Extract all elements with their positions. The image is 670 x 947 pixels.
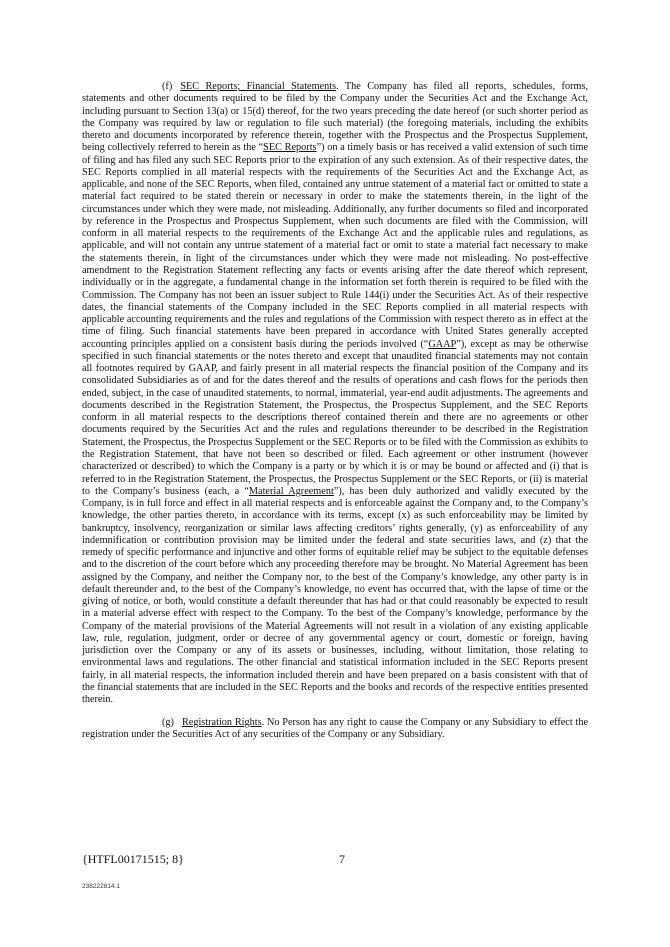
section-g-label: (g) — [162, 716, 174, 728]
document-body — [82, 81, 588, 741]
defined-term-gaap: GAAP — [428, 338, 457, 350]
section-g-heading: Registration Rights — [181, 716, 262, 728]
section-f-label: (f) — [162, 81, 173, 92]
defined-term-sec-reports: SEC Reports — [263, 142, 317, 154]
page-number: 7 — [339, 852, 345, 866]
section-f-text-3: ”), except as may be otherwise specified in such financial statements or the notes thereto and except that unaudited financial statements may not contain all footnotes required by GAAP, and fairly present in all material respects the financial position of the Company and its consolidated Subsidiaries as of and for the dates thereof and the results of operations and cash flows for the periods then ended, subject, in the case of unaudited statements, to normal, immaterial, year-end audit adjustments. The agreements and documents described in the Registration Statement, the Prospectus, the Prospectus Supplement, and the SEC Reports conform in all material respects to the descriptions thereof contained therein and there are no agreements or other documents required by the Securities Act and the rules and regulations thereunder to be described in the Registration Statement, the Prospectus, the Prospectus Supplement or the SEC Reports or to be filed with the Commission as exhibits to the Registration Statement, that have not been so described or filed. Each agreement or other instrument (however characterized or described) to which the Company is a party or by which it is or may be bound or affected and (i) that is referred to in the Registration Statement, the Prospectus, the Prospectus Supplement or the SEC Reports, or (ii) is material to the Company’s business (each, a “ — [82, 338, 588, 497]
footer-document-reference: {HTFL00171515; 8} — [82, 852, 184, 866]
section-g-text: . No Person has any right to cause the Company or any Subsidiary to effect the registration under the Securities Act of any securities of the Company or any Subsidiary. — [82, 716, 589, 740]
section-f-paragraph — [82, 81, 588, 707]
defined-term-material-agreement: Material Agreement — [248, 485, 334, 497]
section-f-text-1: . The Company has filed all reports, schedules, forms, statements and other documents required to be filed by the Company under the Securities Act and the Exchange Act, including pursuant to Section 13(a) or 15(d) thereof, for the two years preceding the date hereof (or such shorter period as the Company was required by law or regulation to file such material) (the foregoing materials, including the exhibits thereto and documents incorporated by reference therein, together with the Prospectus and the Prospectus Supplement, being collectively referred to herein as the “ — [82, 81, 589, 154]
section-f-text-4: ”), has been duly authorized and validly executed by the Company, is in full force and effect in all material respects and is enforceable against the Company and, to the Company’s knowledge, the other parties thereto, in accordance with its terms, except (x) as such enforceability may be limited by bankruptcy, insolvency, reorganization or similar laws affecting creditors’ rights generally, (y) as enforceability of any indemnification or contribution provision may be limited under the federal and state securities laws, and (z) that the remedy of specific performance and injunctive and other forms of equitable relief may be subject to the equitable defenses and to the discretion of the court before which any proceeding therefore may be brought. No Material Agreement has been assigned by the Company, and neither the Company nor, to the best of the Company’s knowledge, any other party is in default thereunder and, to the best of the Company’s knowledge, no event has occurred that, with the lapse of time or the giving of notice, or both, would constitute a default thereunder that has had or that could reasonably be expected to result in a material adverse effect with respect to the Company. To the best of the Company’s knowledge, performance by the Company of the material provisions of the Material Agreements will not result in a violation of any existing applicable law, rule, regulation, judgment, order or decree of any governmental agency or court, domestic or foreign, having jurisdiction over the Company or any of its assets or businesses, including, without limitation, those relating to environmental laws and regulations. The other financial and statistical information included in the SEC Reports present fairly, in all material respects, the information included therein and have been prepared on a basis consistent with that of the financial statements that are included in the SEC Reports and the books and records of the respective entities presented therein. — [82, 485, 588, 706]
section-g-paragraph — [82, 717, 588, 742]
section-f-heading: SEC Reports; Financial Statements — [180, 81, 337, 92]
section-f-text-2: ”) on a timely basis or has received a valid extension of such time of filing and has filed any such SEC Reports prior to the expiration of any such extension. As of their respective dates, the SEC Reports complied in all material respects with the requirements of the Securities Act and the Exchange Act, as applicable, and none of the SEC Reports, when filed, contained any untrue statement of a material fact or omitted to state a material fact required to be stated therein or necessary in order to make the statements therein, in the light of the circumstances under which they were made, not misleading. Additionally, any further documents so filed and incorporated by reference in the Prospectus and Prospectus Supplement, when such documents are filed with the Commission, will conform in all material respects to the requirements of the Exchange Act and the applicable rules and regulations, as applicable, and will not contain any untrue statement of a material fact or omit to state a material fact necessary to make the statements therein, in light of the circumstances under which they were made not misleading. No post-effective amendment to the Registration Statement reflecting any facts or events arising after the date thereof which represent, individually or in the aggregate, a fundamental change in the information set forth therein is required to be filed with the Commission. The Company has not been an issuer subject to Rule 144(i) under the Securities Act. As of their respective dates, the financial statements of the Company included in the SEC Reports complied in all material respects with applicable accounting requirements and the rules and regulations of the Commission with respect thereto as in effect at the time of filing. Such financial statements have been prepared in accordance with United States generally accepted accounting principles applied on a consistent basis during the periods involved (“ — [82, 142, 588, 350]
document-id: 238222814.1 — [82, 883, 120, 890]
